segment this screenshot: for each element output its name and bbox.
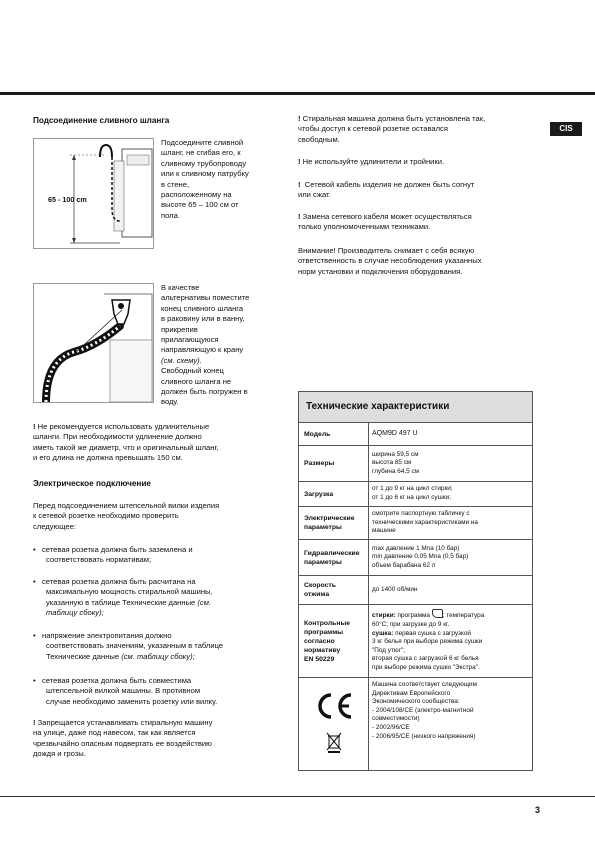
text-line: таблицу сбоку);: [46, 608, 104, 618]
value-line: смотрите паспортную табличку с: [372, 510, 470, 518]
text-line: прикрепив: [161, 324, 198, 334]
value-line: ширина 59,5 см: [372, 450, 419, 458]
label-line: EN 50229: [304, 655, 335, 663]
row-label: [299, 540, 369, 575]
text-line: сливному трубопроводу: [161, 158, 246, 168]
value-line: Директивам Европейского: [372, 689, 451, 697]
electric-heading: Электрическое подключение: [33, 479, 151, 488]
text-line: сетевая розетка должна быть расчитана на: [42, 577, 196, 586]
value-line: - 2006/95/CE (низкого напряжения): [372, 732, 476, 740]
text-line: сетевая розетка должна быть совместима: [42, 676, 192, 685]
row-value: [369, 540, 532, 575]
bullet-item: • напряжение электропитания должно соответствовать значениям, указанным в таблице Технические данные (см. таблицу сбоку);: [33, 631, 288, 662]
note-cable-replace: [298, 212, 538, 233]
text-line: к сетевой розетке необходимо проверить: [33, 511, 179, 521]
value-bold: стирки:: [372, 612, 396, 620]
text-line: высоте 65 – 100 см от: [161, 200, 239, 210]
weee-bin-icon: [326, 732, 342, 757]
text-line: пола.: [161, 210, 180, 220]
text-line: штепсельной вилкой машины. В противном: [46, 686, 201, 696]
text-line: Свободный конец: [161, 366, 224, 376]
drain-instructions-2: [161, 283, 286, 408]
value-line: "Под утюг";: [372, 646, 406, 654]
text-line: направляющую к крану: [161, 345, 244, 355]
value-line: до 1400 об/мин: [372, 585, 418, 593]
text-line: Замена сетевого кабеля может осуществляться: [302, 212, 472, 221]
text-line: воду.: [161, 397, 179, 407]
value-line: техническими характеристиками на: [372, 518, 478, 526]
value-line: машине: [372, 527, 396, 535]
text-line: прилагающуюся: [161, 335, 219, 345]
text-line: в стене,: [161, 179, 190, 189]
row-value: [369, 576, 532, 604]
text-line: должен быть погружен в: [161, 387, 248, 397]
text-line: Запрещается устанавливать стиральную машину: [37, 718, 213, 727]
text-line: или сжат.: [298, 190, 331, 200]
warning-icon: !: [298, 180, 301, 189]
label-line: Размеры: [304, 460, 335, 467]
value-line: 60°С; при загрузке до 9 кг.: [372, 621, 450, 629]
text-line: альтернативы поместите: [161, 293, 250, 303]
text-line: ответственность в случае несоблюдения указанных: [298, 256, 482, 266]
table-row: [299, 576, 532, 605]
value-line: min давление 0,05 Mna (0,5 бар): [372, 553, 469, 561]
outdoor-warning: [33, 718, 288, 760]
value-line: программа: [395, 612, 430, 620]
table-row: [299, 482, 532, 507]
text-line: в раковину или в ванну,: [161, 314, 245, 324]
text-line: только уполномоченными техниками.: [298, 222, 431, 232]
note-no-extension: [298, 157, 538, 167]
value-line: глубина 64,5 см: [372, 467, 420, 475]
text-line: или к сливному патрубку: [161, 169, 249, 179]
iron-symbol-icon: [432, 609, 443, 618]
specs-table: [298, 391, 533, 771]
text-line: чрезвычайно опасным подвергать ее воздействию: [33, 738, 212, 748]
row-value: [369, 482, 532, 506]
row-label: [299, 446, 369, 481]
warning-icon: !: [33, 422, 36, 431]
row-label: [299, 423, 369, 445]
extension-warning: [33, 422, 283, 464]
warning-icon: !: [298, 212, 301, 221]
value-line: вторая сушка с загрузкой 6 кг белья: [372, 655, 479, 663]
footer-rule: [0, 796, 595, 797]
note-cable-bend: [298, 180, 538, 201]
table-row: [299, 507, 532, 540]
table-row: [299, 678, 532, 770]
text-line: дождя и грозы.: [33, 749, 86, 759]
bullet-item: • сетевая розетка должна быть заземлена и соответствовать нормативам;: [33, 545, 288, 566]
text-line: расположенному на: [161, 190, 232, 200]
drain-hose-wall-figure: [33, 138, 154, 249]
value-line: от 1 до 9 кг на цикл стирки;: [372, 485, 453, 493]
bullet-item: • сетевая розетка должна быть расчитана на максимальную мощность стиральной машины, указанную в таблице Технические данные (см. таблицу сбоку);: [33, 577, 288, 619]
warning-icon: !: [298, 114, 301, 123]
label-line: нормативу: [304, 646, 341, 654]
text-line: Внимание! Производитель снимает с себя всякую: [298, 246, 475, 255]
text-line: Перед подсоединением штепсельной вилки изделия: [33, 501, 220, 510]
electric-intro: [33, 501, 283, 532]
text-line: (см.: [197, 597, 212, 607]
text-line: соответствовать значениям, указанным в таблице: [46, 641, 224, 651]
specs-title: Технические характеристики: [299, 392, 532, 423]
value-line: 3 кг белья при выборе режима сушки: [372, 638, 483, 646]
label-line: Электрические: [304, 515, 355, 522]
text-line: Подсоедините сливной: [161, 138, 244, 147]
label-line: Контрольные: [304, 619, 351, 627]
table-row: [299, 423, 532, 446]
value-line: первая сушка с загрузкой: [395, 629, 471, 637]
row-value: [369, 605, 532, 677]
height-dimension-label: 65 - 100 cm: [48, 195, 87, 204]
note-socket-access: [298, 114, 538, 145]
bullet-item: • сетевая розетка должна быть совместима штепсельной вилкой машины. В противном случае необходимо заменить розетку или вилку.: [33, 676, 288, 707]
label-line: Гидравлические: [304, 549, 360, 557]
text-line: (см. таблицу сбоку);: [121, 651, 195, 661]
value-line: совместимости): [372, 715, 420, 723]
table-row: [299, 605, 532, 678]
text-line: максимальную мощность стиральной машины,: [46, 587, 213, 597]
row-value: [369, 507, 532, 539]
text-line: и его длина не должна превышать 150 см.: [33, 453, 183, 463]
label-line: согласно: [304, 637, 335, 645]
text-line: сетевая розетка должна быть заземлена и: [42, 545, 193, 554]
text-line: Не используйте удлинители и тройники.: [302, 157, 445, 166]
warning-icon: !: [33, 718, 36, 727]
row-value: [369, 446, 532, 481]
text-line: Сетевой кабель изделия не должен быть согнут: [304, 180, 475, 189]
text-line: Не рекомендуется использовать удлинительные: [37, 422, 210, 431]
row-value: [369, 423, 532, 445]
row-value: [369, 678, 532, 770]
text-line: следующее:: [33, 521, 76, 531]
text-line: указанную в таблице Технические данные: [46, 597, 196, 607]
text-line: напряжение электропитания должно: [42, 631, 172, 640]
drain-heading: Подсоединение сливного шланга: [33, 116, 170, 125]
value-line: - 2004/108/CE (электро-магнитной: [372, 706, 474, 714]
drain-hose-sink-figure: [33, 283, 154, 403]
language-tab: CIS: [550, 122, 582, 136]
row-label: [299, 576, 369, 604]
row-label: [299, 507, 369, 539]
label-line: параметры: [304, 524, 342, 531]
value-bold: сушка:: [372, 629, 394, 637]
ce-mark-icon: [314, 692, 354, 726]
label-line: Скорость: [304, 582, 336, 589]
text-line: конец сливного шланга: [161, 303, 244, 313]
text-line: чтобы доступ к сетевой розетке оставался: [298, 124, 448, 134]
value-line: высота 85 см: [372, 459, 412, 467]
text-line: Стиральная машина должна быть установлена так,: [302, 114, 486, 123]
value-line: AQM9D 497 U: [372, 429, 418, 437]
value-line: при выборе режима сушки "Экстра".: [372, 663, 480, 671]
text-line: норм установки и подключения оборудования.: [298, 266, 463, 276]
row-label: [299, 482, 369, 506]
page-number: 3: [535, 805, 541, 815]
value-line: объем барабана 62 л: [372, 561, 436, 569]
text-line: на улице, даже под навесом, так как является: [33, 728, 196, 738]
label-line: отжима: [304, 591, 330, 598]
value-line: Машина соответствует следующим: [372, 681, 478, 688]
table-row: [299, 540, 532, 576]
value-line: ; температура: [442, 612, 485, 620]
text-line: иметь такой же диаметр, что и оригинальный шланг,: [33, 442, 219, 452]
table-row: [299, 446, 532, 482]
header-rule: [0, 92, 595, 95]
label-line: программы: [304, 628, 344, 636]
value-line: - 2002/96/CE: [372, 723, 410, 731]
text-line: случае необходимо заменить розетку или вилку.: [46, 696, 218, 706]
value-line: max давление 1 Mna (10 бар): [372, 544, 460, 552]
value-line: Экономического сообщества:: [372, 698, 460, 706]
text-line: (см. схему).: [161, 355, 202, 365]
text-line: свободным.: [298, 134, 340, 144]
label-line: Загрузка: [304, 490, 334, 498]
value-line: от 1 до 6 кг на цикл сушки;: [372, 494, 451, 501]
text-line: сливного шланга не: [161, 376, 232, 386]
text-line: Технические данные: [46, 651, 120, 661]
text-line: шланги. При необходимости удлинение должно: [33, 432, 202, 442]
text-line: В качестве: [161, 283, 200, 292]
warning-icon: !: [298, 157, 301, 166]
row-label: [299, 678, 369, 770]
label-line: Модель: [304, 430, 331, 438]
text-line: шланг, не сгибая его, к: [161, 148, 241, 158]
manufacturer-disclaimer: [298, 246, 543, 277]
drain-instructions-1: [161, 138, 286, 221]
label-line: параметры: [304, 558, 342, 566]
text-line: соответствовать нормативам;: [46, 555, 152, 565]
row-label: [299, 605, 369, 677]
